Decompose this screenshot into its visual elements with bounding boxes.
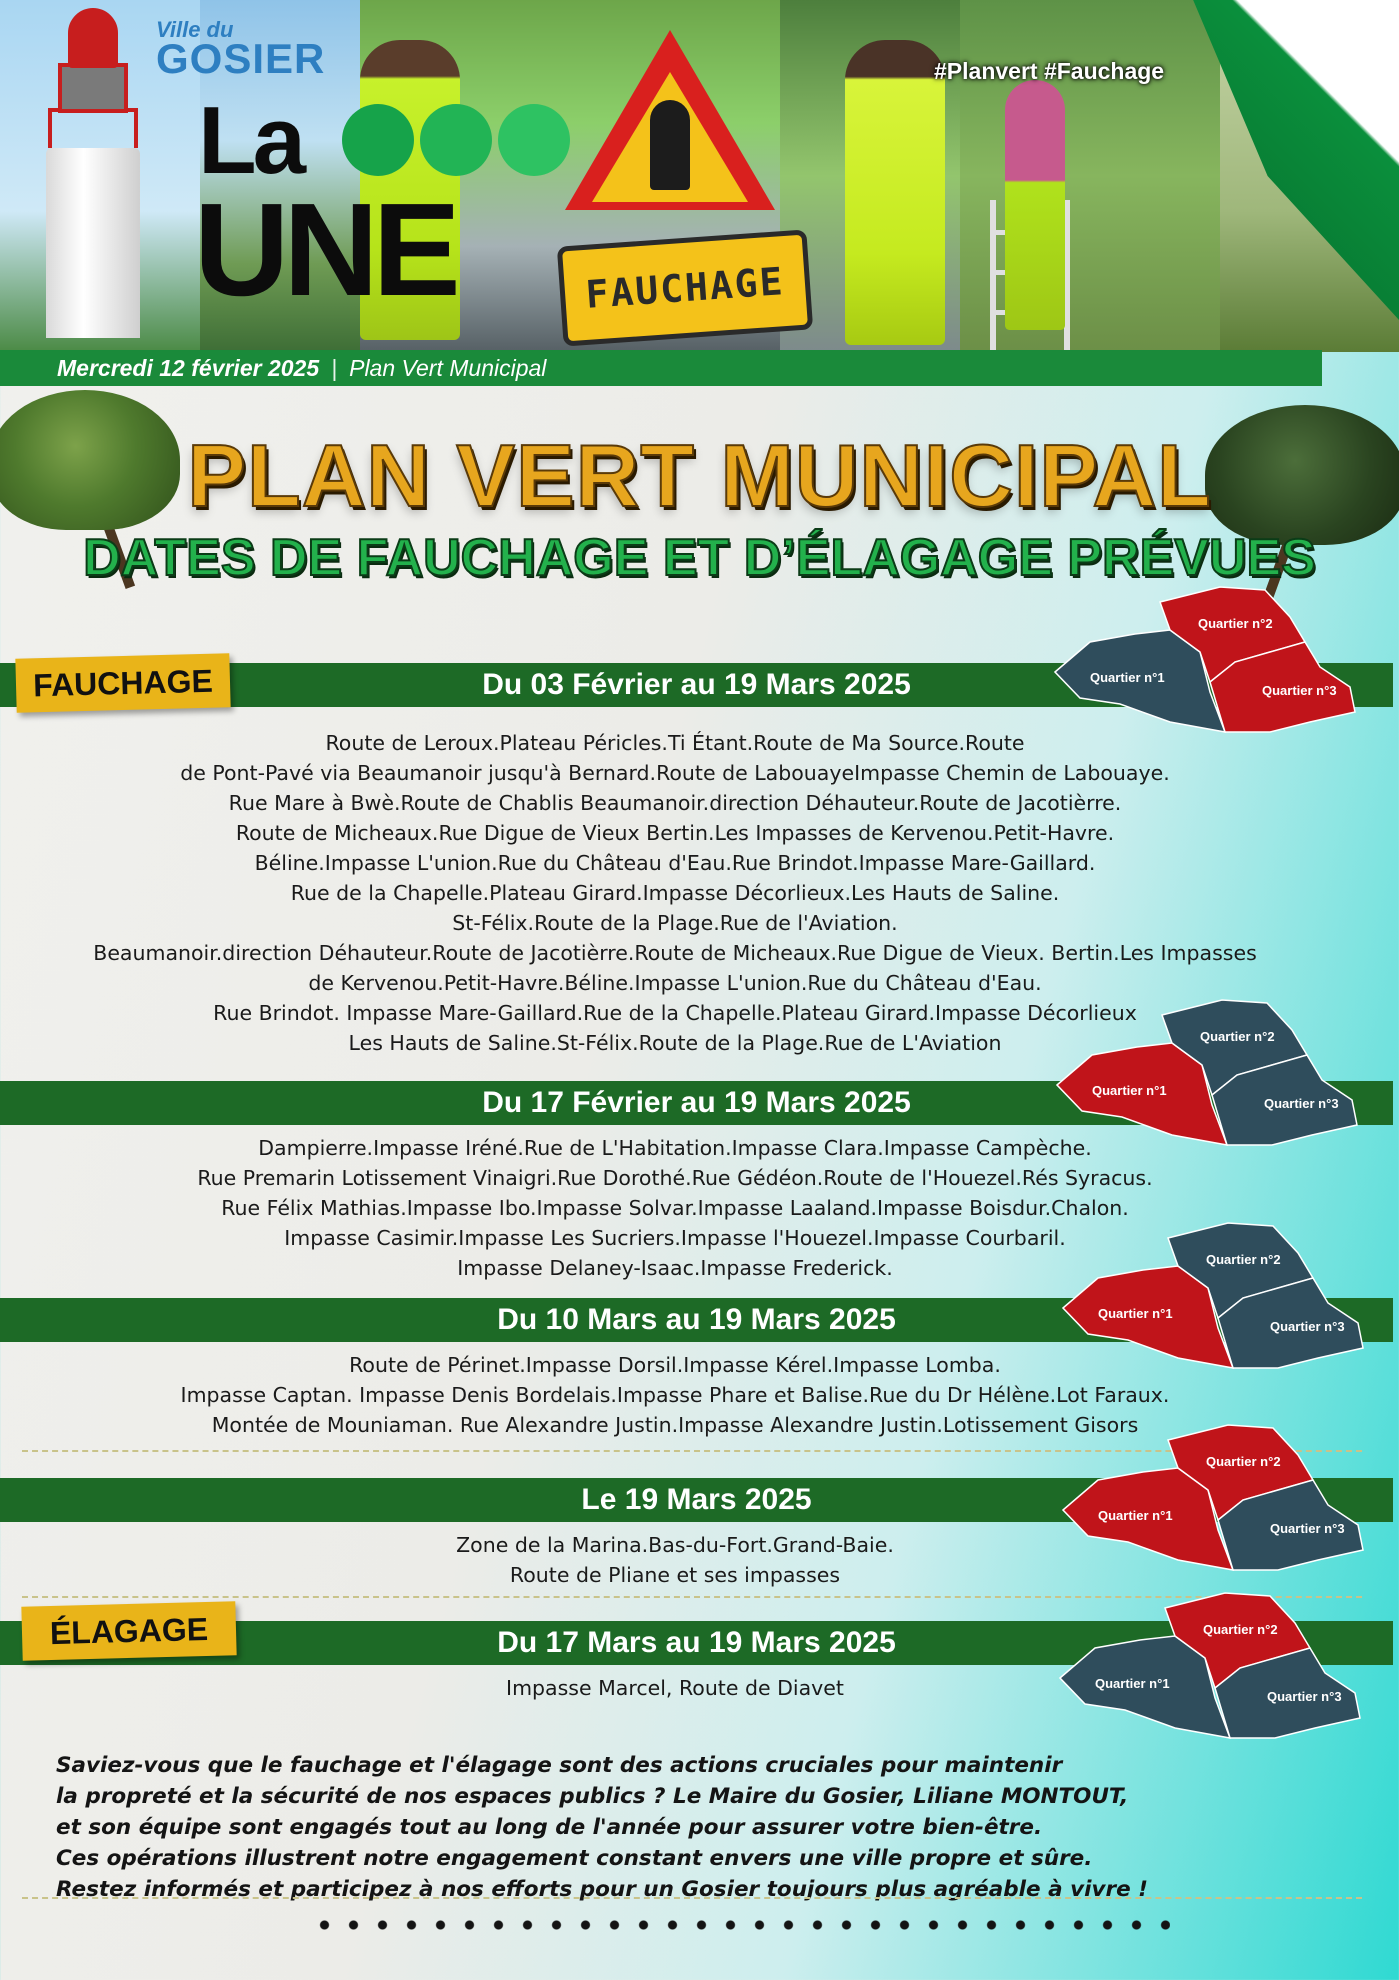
district-q3-label: Quartier n°3: [1267, 1689, 1342, 1704]
district-q3-label: Quartier n°3: [1262, 683, 1337, 698]
elagage-tag: ÉLAGAGE: [21, 1601, 236, 1661]
street-line: Rue Brindot. Impasse Mare-Gaillard.Rue de la Chapelle.Plateau Girard.Impasse Décorlieux: [213, 1001, 1137, 1025]
la-une-logo-une: UNE: [194, 176, 455, 323]
fauchage-tag: FAUCHAGE: [15, 653, 230, 713]
outro-line: Restez informés et participez à nos efforts pour un Gosier toujours plus agréable à vivre !: [56, 1877, 1148, 1902]
dotted-separator: [310, 1917, 1170, 1933]
street-line: Les Hauts de Saline.St-Félix.Route de la Plage.Rue de L'Aviation: [348, 1031, 1002, 1055]
digger-figure-icon: [650, 100, 690, 190]
lighthouse-image: [28, 8, 158, 338]
district-map: [1050, 582, 1370, 742]
street-line: Rue Premarin Lotissement Vinaigri.Rue Dorothé.Rue Gédéon.Route de l'Houezel.Rés Syracus.: [197, 1166, 1153, 1190]
street-line: Route de Pliane et ses impasses: [509, 1563, 841, 1587]
logo-dot: [420, 104, 492, 176]
street-line: Route de Périnet.Impasse Dorsil.Impasse Kérel.Impasse Lomba.: [349, 1353, 1001, 1377]
outro-line: la propreté et la sécurité de nos espaces publics ? Le Maire du Gosier, Liliane MONTOUT,: [56, 1784, 1129, 1809]
schedule-period: Du 17 Février au 19 Mars 2025: [482, 1086, 911, 1119]
district-q1-label: Quartier n°1: [1090, 670, 1165, 685]
street-line: Béline.Impasse L'union.Rue du Château d'Eau.Rue Brindot.Impasse Mare-Gaillard.: [254, 851, 1096, 875]
section-divider: [22, 1897, 1362, 1899]
district-map: [1055, 1588, 1375, 1748]
street-line: Impasse Marcel, Route de Diavet: [506, 1676, 844, 1700]
street-line: Beaumanoir.direction Déhauteur.Route de Jacotièrre.Route de Micheaux.Rue Digue de Vieux. Bertin.Les Impasses: [93, 941, 1257, 965]
street-line: Dampierre.Impasse Iréné.Rue de L'Habitation.Impasse Clara.Impasse Campèche.: [258, 1136, 1092, 1160]
district-q3-label: Quartier n°3: [1270, 1319, 1345, 1334]
logo-dot: [342, 104, 414, 176]
page-subtitle: DATES DE FAUCHAGE ET D’ÉLAGAGE PRÉVUES: [83, 529, 1316, 587]
street-line: de Pont-Pavé via Beaumanoir jusqu'à Bernard.Route de LabouayeImpasse Chemin de Labouaye.: [180, 761, 1170, 785]
street-line: Route de Micheaux.Rue Digue de Vieux Bertin.Les Impasses de Kervenou.Petit-Havre.: [235, 821, 1115, 845]
header-banner: [0, 0, 1399, 352]
hashtags: #Planvert #Fauchage: [934, 58, 1165, 84]
district-q2-label: Quartier n°2: [1200, 1029, 1275, 1044]
district-q1-label: Quartier n°1: [1098, 1508, 1173, 1523]
district-q3-label: Quartier n°3: [1270, 1521, 1345, 1536]
district-q2-label: Quartier n°2: [1198, 616, 1273, 631]
logo-ville: Ville du: [156, 17, 234, 42]
street-line: de Kervenou.Petit-Havre.Béline.Impasse L'union.Rue du Château d'Eau.: [308, 971, 1042, 995]
district-map: [1052, 995, 1372, 1155]
street-line: Route de Leroux.Plateau Péricles.Ti Étant.Route de Ma Source.Route: [325, 731, 1025, 755]
district-q2-label: Quartier n°2: [1206, 1454, 1281, 1469]
district-q3-label: Quartier n°3: [1264, 1096, 1339, 1111]
logo-gosier: GOSIER: [156, 35, 326, 82]
schedule-period: Le 19 Mars 2025: [581, 1483, 812, 1516]
street-line: Rue de la Chapelle.Plateau Girard.Impasse Décorlieux.Les Hauts de Saline.: [290, 881, 1060, 905]
district-q1-label: Quartier n°1: [1095, 1676, 1170, 1691]
street-line: Impasse Captan. Impasse Denis Bordelais.Impasse Phare et Balise.Rue du Dr Hélène.Lot Faraux.: [180, 1383, 1170, 1407]
street-line: Impasse Delaney-Isaac.Impasse Frederick.: [457, 1256, 893, 1280]
street-line: Zone de la Marina.Bas-du-Fort.Grand-Baie.: [456, 1533, 894, 1557]
outro-line: Saviez-vous que le fauchage et l'élagage sont des actions cruciales pour maintenir: [56, 1753, 1063, 1778]
worker-image: [845, 40, 945, 345]
street-line: Montée de Mouniaman. Rue Alexandre Justin.Impasse Alexandre Justin.Lotissement Gisors: [211, 1413, 1139, 1437]
district-q2-label: Quartier n°2: [1203, 1622, 1278, 1637]
date-bar: [0, 350, 1322, 386]
outro-line: et son équipe sont engagés tout au long de l'année pour assurer votre bien-être.: [56, 1815, 1043, 1840]
street-line: St-Félix.Route de la Plage.Rue de l'Aviation.: [452, 911, 898, 935]
fauchage-sign: FAUCHAGE: [557, 229, 813, 346]
schedule-period: Du 17 Mars au 19 Mars 2025: [497, 1626, 896, 1659]
street-list: [40, 1673, 1310, 1703]
date-separator: |: [331, 354, 338, 381]
street-list: [40, 1530, 1310, 1590]
ville-du-gosier-logo: [156, 17, 326, 82]
schedule-period: Du 03 Février au 19 Mars 2025: [482, 668, 911, 701]
district-q1-label: Quartier n°1: [1092, 1083, 1167, 1098]
section-name: Plan Vert Municipal: [349, 354, 547, 381]
worker-image: [1005, 80, 1065, 330]
street-line: Rue Mare à Bwè.Route de Chablis Beaumanoir.direction Déhauteur.Route de Jacotièrre.: [228, 791, 1122, 815]
publication-date: Mercredi 12 février 2025: [57, 354, 320, 381]
la-une-logo-dots: [342, 104, 570, 176]
logo-dot: [498, 104, 570, 176]
outro-line: Ces opérations illustrent notre engagement constant envers une ville propre et sûre.: [56, 1846, 1093, 1871]
district-q1-label: Quartier n°1: [1098, 1306, 1173, 1321]
schedule-period: Du 10 Mars au 19 Mars 2025: [497, 1303, 896, 1336]
district-q2-label: Quartier n°2: [1206, 1252, 1281, 1267]
la-une-logo-la: La: [198, 87, 303, 194]
outro-paragraph: [56, 1750, 1316, 1905]
street-line: Rue Félix Mathias.Impasse Ibo.Impasse Solvar.Impasse Laaland.Impasse Boisdur.Chalon.: [221, 1196, 1129, 1220]
page-title: PLAN VERT MUNICIPAL: [187, 426, 1212, 525]
street-line: Impasse Casimir.Impasse Les Sucriers.Impasse l'Houezel.Impasse Courbaril.: [284, 1226, 1066, 1250]
